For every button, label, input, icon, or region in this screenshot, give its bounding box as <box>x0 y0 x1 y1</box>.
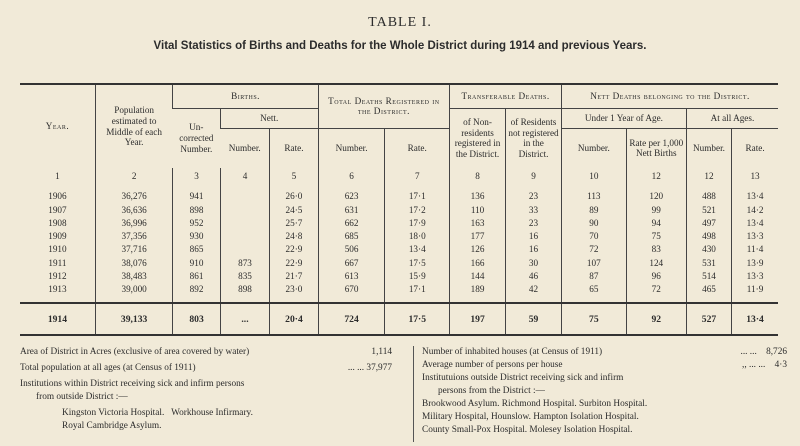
table-cell: 136 <box>450 184 506 204</box>
table-cell: 910 <box>173 257 220 270</box>
table-cell: 430 <box>686 244 731 257</box>
header-allages-number: Number. <box>686 128 731 168</box>
table-cell: 898 <box>220 283 270 303</box>
table-cell: 17·2 <box>385 204 450 217</box>
table-cell: 865 <box>173 244 220 257</box>
table-cell: 36,996 <box>95 217 173 230</box>
population-label: Total population at all ages (at Census of 1911) <box>20 363 196 373</box>
table-cell: 89 <box>562 204 627 217</box>
table-cell: 662 <box>318 217 385 230</box>
table-cell: 1912 <box>48 270 67 281</box>
table-cell: 498 <box>686 230 731 243</box>
total-cell: 197 <box>450 303 506 335</box>
table-subtitle: Vital Statistics of Births and Deaths for the Whole District during 1914 and previous Years. <box>153 40 647 52</box>
table-cell: 30 <box>506 257 562 270</box>
table-cell: 16 <box>506 244 562 257</box>
table-cell: 24·5 <box>270 204 318 217</box>
column-number: 9 <box>506 168 562 184</box>
column-number-row <box>20 168 778 184</box>
header-non-residents: of Non-residents registered in the District. <box>450 108 506 168</box>
table-cell: 835 <box>220 270 270 283</box>
total-cell: 39,133 <box>95 303 173 335</box>
column-number: 7 <box>385 168 450 184</box>
table-cell: 37,716 <box>95 244 173 257</box>
table-cell: 623 <box>318 184 385 204</box>
table-cell: 18·0 <box>385 230 450 243</box>
institutions-line-1: Brookwood Asylum. Richmond Hospital. Surbiton Hospital. <box>422 399 648 409</box>
table-cell <box>220 244 270 257</box>
header-deaths-number: Number. <box>318 128 385 168</box>
table-cell: 1913 <box>48 284 67 295</box>
header-uncorrected: Un-corrected Number. <box>179 122 214 154</box>
table-row <box>20 283 778 303</box>
header-population: Population estimated to Middle of each Year. <box>95 84 173 168</box>
table-cell: 898 <box>173 204 220 217</box>
institutions-line-3: County Small-Pox Hospital. Molesey Isolation Hospital. <box>422 425 633 435</box>
total-row <box>20 303 778 335</box>
table-cell: 177 <box>450 230 506 243</box>
institutions-outside-label: Institutuions outside District receiving sick and infirm <box>422 373 624 383</box>
table-row <box>20 204 778 217</box>
column-number: 3 <box>173 168 220 184</box>
table-cell: 166 <box>450 257 506 270</box>
table-row <box>20 270 778 283</box>
total-cell: 92 <box>626 303 686 335</box>
column-number: 5 <box>270 168 318 184</box>
column-number: 1 <box>55 170 60 181</box>
table-cell: 1911 <box>48 257 67 268</box>
houses-label: Number of inhabited houses (at Census of 1911) <box>422 347 603 357</box>
from-outside-label: from outside District :— <box>36 392 128 402</box>
header-nett: Nett. <box>220 108 318 128</box>
table-cell <box>220 184 270 204</box>
table-cell: 23·0 <box>270 283 318 303</box>
total-cell: 13·4 <box>732 303 778 335</box>
table-cell: 113 <box>562 184 627 204</box>
table-cell: 613 <box>318 270 385 283</box>
vital-statistics-table <box>20 83 778 336</box>
table-cell: 13·4 <box>385 244 450 257</box>
header-deaths-rate: Rate. <box>385 128 450 168</box>
table-cell: 13·3 <box>732 230 778 243</box>
table-cell: 99 <box>626 204 686 217</box>
table-cell: 14·2 <box>732 204 778 217</box>
table-cell: 72 <box>562 244 627 257</box>
table-cell: 37,356 <box>95 230 173 243</box>
column-number: 12 <box>686 168 731 184</box>
table-cell: 667 <box>318 257 385 270</box>
table-cell: 521 <box>686 204 731 217</box>
total-cell: 59 <box>506 303 562 335</box>
table-cell: 38,076 <box>95 257 173 270</box>
table-cell: 1908 <box>48 217 67 228</box>
table-cell: 42 <box>506 283 562 303</box>
table-cell: 38,483 <box>95 270 173 283</box>
header-all-ages: At all Ages. <box>686 108 778 128</box>
header-nett-number: Number. <box>228 142 261 153</box>
header-nett-rate: Rate. <box>270 128 318 168</box>
header-nett-deaths: Nett Deaths belonging to the District. <box>562 84 778 108</box>
total-cell: 724 <box>318 303 385 335</box>
table-cell: 36,636 <box>95 204 173 217</box>
table-cell: 110 <box>450 204 506 217</box>
table-cell <box>220 204 270 217</box>
table-row <box>20 217 778 230</box>
total-cell: 527 <box>686 303 731 335</box>
persons-from-label: persons from the District :— <box>438 386 545 396</box>
header-year: Year. <box>45 121 70 132</box>
column-number: 4 <box>220 168 270 184</box>
table-cell: 23 <box>506 217 562 230</box>
institution-kingston: Kingston Victoria Hospital. <box>62 408 165 418</box>
table-cell: 24·8 <box>270 230 318 243</box>
header-allages-rate: Rate. <box>732 128 778 168</box>
table-cell: 21·7 <box>270 270 318 283</box>
area-label: Area of District in Acres (exclusive of area covered by water) <box>20 347 250 357</box>
table-cell: 670 <box>318 283 385 303</box>
table-cell: 11·9 <box>732 283 778 303</box>
table-cell: 17·1 <box>385 184 450 204</box>
table-cell: 1906 <box>48 191 67 202</box>
table-cell: 65 <box>562 283 627 303</box>
table-cell: 163 <box>450 217 506 230</box>
average-value: 4·3 <box>774 360 787 370</box>
header-residents-not: of Residents not registered in the District. <box>506 108 562 168</box>
average-label: Average number of persons per house <box>422 360 563 370</box>
notes-left <box>20 346 392 433</box>
column-number: 6 <box>318 168 385 184</box>
table-cell: 13·9 <box>732 257 778 270</box>
table-cell: 861 <box>173 270 220 283</box>
table-cell: 930 <box>173 230 220 243</box>
table-cell: 17·1 <box>385 283 450 303</box>
table-cell: 497 <box>686 217 731 230</box>
table-cell: 1907 <box>48 204 67 215</box>
table-cell: 126 <box>450 244 506 257</box>
table-cell: 36,276 <box>95 184 173 204</box>
table-cell: 17·5 <box>385 257 450 270</box>
header-births: Births. <box>173 84 318 108</box>
table-cell: 23 <box>506 184 562 204</box>
total-cell: 1914 <box>20 303 95 335</box>
table-cell <box>220 230 270 243</box>
column-number: 12 <box>626 168 686 184</box>
table-cell <box>220 217 270 230</box>
population-value: 37,977 <box>366 363 392 373</box>
table-row <box>20 230 778 243</box>
column-number: 10 <box>562 168 627 184</box>
table-cell: 33 <box>506 204 562 217</box>
table-cell: 83 <box>626 244 686 257</box>
total-cell: 803 <box>173 303 220 335</box>
table-cell: 25·7 <box>270 217 318 230</box>
table-cell: 107 <box>562 257 627 270</box>
header-total-deaths: Total Deaths Registered in the District. <box>318 84 449 128</box>
table-row <box>20 244 778 257</box>
table-cell: 90 <box>562 217 627 230</box>
table-cell: 952 <box>173 217 220 230</box>
table-cell: 189 <box>450 283 506 303</box>
table-cell: 22·9 <box>270 257 318 270</box>
houses-value: 8,726 <box>766 347 787 357</box>
table-cell: 22·9 <box>270 244 318 257</box>
table-cell: 124 <box>626 257 686 270</box>
table-cell: 26·0 <box>270 184 318 204</box>
institution-workhouse: Workhouse Infirmary. <box>171 408 253 418</box>
institutions-within-label: Institutions within District receiving sick and infirm persons <box>20 379 245 389</box>
header-under1-number: Number. <box>562 128 627 168</box>
area-value: 1,114 <box>371 347 392 357</box>
column-number: 2 <box>95 168 173 184</box>
table-cell: 96 <box>626 270 686 283</box>
table-cell: 70 <box>562 230 627 243</box>
total-cell: ... <box>220 303 270 335</box>
institution-royal-cambridge: Royal Cambridge Asylum. <box>62 421 162 431</box>
header-rate-per-1000: Rate per 1,000 Nett Births <box>626 128 686 168</box>
notes-right <box>413 346 787 442</box>
table-cell: 144 <box>450 270 506 283</box>
table-cell: 15·9 <box>385 270 450 283</box>
table-cell: 120 <box>626 184 686 204</box>
header-under-1: Under 1 Year of Age. <box>562 108 687 128</box>
table-cell: 13·4 <box>732 184 778 204</box>
column-number: 8 <box>450 168 506 184</box>
table-cell: 94 <box>626 217 686 230</box>
table-cell: 87 <box>562 270 627 283</box>
table-cell: 13·4 <box>732 217 778 230</box>
header-transferable: Transferable Deaths. <box>450 84 562 108</box>
column-number: 13 <box>732 168 778 184</box>
table-cell: 11·4 <box>732 244 778 257</box>
table-cell: 1910 <box>48 244 67 255</box>
table-cell: 488 <box>686 184 731 204</box>
table-cell: 39,000 <box>95 283 173 303</box>
average-dots: ,, ... ... <box>742 360 766 370</box>
table-cell: 631 <box>318 204 385 217</box>
houses-dots: ... ... <box>740 347 757 357</box>
total-cell: 17·5 <box>385 303 450 335</box>
table-cell: 531 <box>686 257 731 270</box>
table-cell: 873 <box>220 257 270 270</box>
table-cell: 46 <box>506 270 562 283</box>
table-cell: 892 <box>173 283 220 303</box>
table-cell: 514 <box>686 270 731 283</box>
total-cell: 20·4 <box>270 303 318 335</box>
table-cell: 1909 <box>48 231 67 242</box>
population-dots: ... ... <box>347 363 365 373</box>
table-cell: 506 <box>318 244 385 257</box>
table-row <box>20 184 778 204</box>
table-cell: 72 <box>626 283 686 303</box>
table-cell: 465 <box>686 283 731 303</box>
total-cell: 75 <box>562 303 627 335</box>
table-cell: 685 <box>318 230 385 243</box>
table-cell: 17·9 <box>385 217 450 230</box>
table-cell: 16 <box>506 230 562 243</box>
table-row <box>20 257 778 270</box>
table-cell: 75 <box>626 230 686 243</box>
table-cell: 941 <box>173 184 220 204</box>
institutions-line-2: Military Hospital, Hounslow. Hampton Isolation Hospital. <box>422 412 639 422</box>
page-title: TABLE I. <box>368 15 432 30</box>
table-cell: 13·3 <box>732 270 778 283</box>
